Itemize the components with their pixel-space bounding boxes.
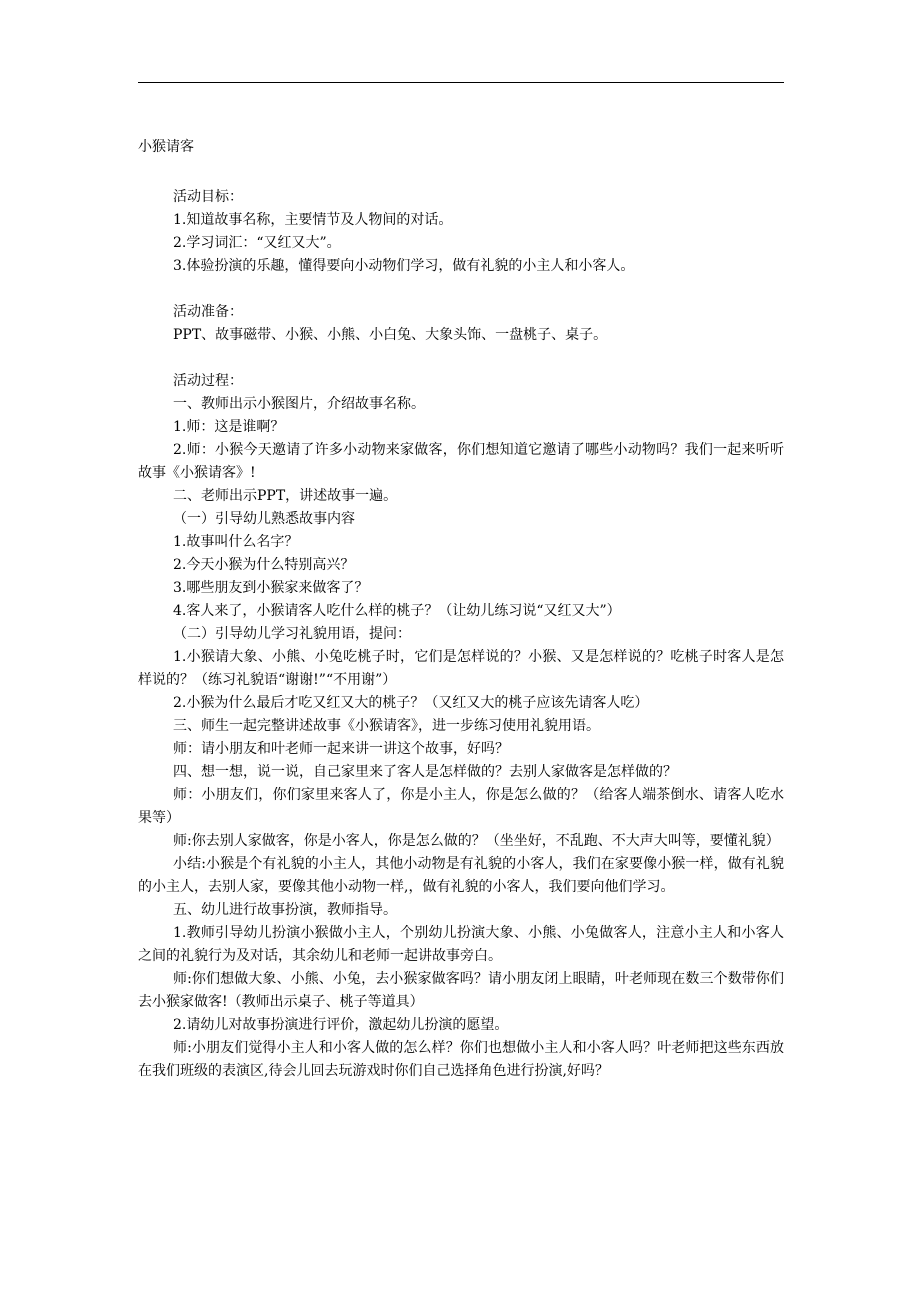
- paragraph: 四、想一想，说一说，自己家里来了客人是怎样做的？去别人家做客是怎样做的？: [173, 764, 677, 780]
- section-heading-process: 活动过程：: [173, 373, 243, 389]
- paragraph: 1.师：这是谁啊？: [173, 419, 285, 435]
- paragraph: 师：小朋友们，你们家里来客人了，你是小主人，你是怎么做的？（给客人端茶倒水、请客人吃水果等）: [138, 787, 784, 826]
- blank-line: [138, 278, 784, 301]
- document-body: [138, 186, 784, 1083]
- blank-line: [138, 347, 784, 370]
- paragraph: 2.小猴为什么最后才吃又红又大的桃子？（又红又大的桃子应该先请客人吃）: [173, 695, 649, 711]
- paragraph: 二、老师出示PPT，讲述故事一遍。: [173, 488, 398, 504]
- paragraph: 2.师：小猴今天邀请了许多小动物来家做客，你们想知道它邀请了哪些小动物吗？我们一起来听听故事《小猴请客》!: [138, 442, 784, 481]
- paragraph: 2.请幼儿对故事扮演进行评价，激起幼儿扮演的愿望。: [173, 1017, 509, 1033]
- paragraph: （二）引导幼儿学习礼貌用语，提问：: [173, 626, 411, 642]
- header-rule: [138, 82, 784, 83]
- section-heading-preparation: 活动准备：: [173, 304, 243, 320]
- paragraph: 师：请小朋友和叶老师一起来讲一讲这个故事，好吗？: [173, 741, 509, 757]
- paragraph: 4.客人来了，小猴请客人吃什么样的桃子？（让幼儿练习说“又红又大”）: [173, 603, 621, 619]
- paragraph: 1.知道故事名称，主要情节及人物间的对话。: [173, 212, 453, 228]
- paragraph: 师:小朋友们觉得小主人和小客人做的怎么样？你们也想做小主人和小客人吗？叶老师把这些东西放在我们班级的表演区,待会儿回去玩游戏时你们自己选择角色进行扮演,好吗？: [138, 1040, 784, 1079]
- paragraph: 五、幼儿进行故事扮演，教师指导。: [173, 902, 397, 918]
- section-heading-goals: 活动目标：: [173, 189, 243, 205]
- paragraph: 2.学习词汇：“又红又大”。: [173, 235, 341, 251]
- paragraph: 一、教师出示小猴图片，介绍故事名称。: [173, 396, 425, 412]
- paragraph: 3.哪些朋友到小猴家来做客了？: [173, 580, 369, 596]
- paragraph: 师:你们想做大象、小熊、小兔，去小猴家做客吗？请小朋友闭上眼睛，叶老师现在数三个数带你们去小猴家做客!（教师出示桌子、桃子等道具）: [138, 971, 784, 1010]
- document-title: 小猴请客: [138, 139, 194, 155]
- paragraph: 师:你去别人家做客，你是小客人，你是怎么做的？（坐坐好，不乱跑、不大声大叫等，要懂礼貌）: [173, 833, 780, 849]
- paragraph: 三、师生一起完整讲述故事《小猴请客》，进一步练习使用礼貌用语。: [173, 718, 600, 734]
- paragraph: 2.今天小猴为什么特别高兴？: [173, 557, 355, 573]
- paragraph: PPT、故事磁带、小猴、小熊、小白兔、大象头饰、一盘桃子、桌子。: [173, 327, 608, 343]
- paragraph: 3.体验扮演的乐趣，懂得要向小动物们学习，做有礼貌的小主人和小客人。: [173, 258, 635, 274]
- paragraph: 1.故事叫什么名字？: [173, 534, 299, 550]
- paragraph: （一）引导幼儿熟悉故事内容: [173, 511, 355, 527]
- paragraph: 1.小猴请大象、小熊、小兔吃桃子时，它们是怎样说的？小猴、又是怎样说的？吃桃子时客人是怎样说的？（练习礼貌语“谢谢!”“不用谢”）: [138, 649, 784, 688]
- paragraph: 1.教师引导幼儿扮演小猴做小主人，个别幼儿扮演大象、小熊、小兔做客人，注意小主人和小客人之间的礼貌行为及对话，其余幼儿和老师一起讲故事旁白。: [138, 925, 784, 964]
- paragraph: 小结:小猴是个有礼貌的小主人，其他小动物是有礼貌的小客人，我们在家要像小猴一样，做有礼貌的小主人，去别人家，要像其他小动物一样,，做有礼貌的小客人，我们要向他们学习。: [138, 856, 784, 895]
